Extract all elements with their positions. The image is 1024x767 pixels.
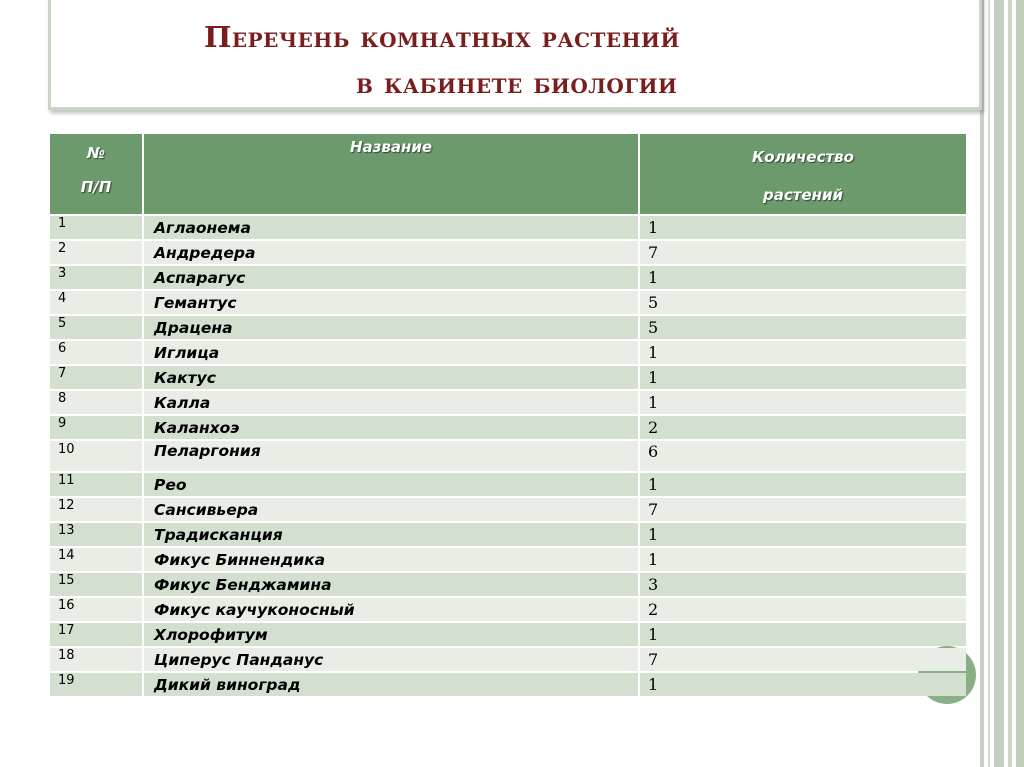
plant-quantity: 1 — [640, 673, 966, 696]
page-title-line2: в кабинете биологии — [356, 66, 678, 100]
plant-quantity: 5 — [640, 316, 966, 339]
plant-name: Фикус Бенджамина — [144, 573, 640, 596]
header-number-line1: № — [86, 144, 106, 162]
table-row — [50, 441, 966, 471]
table-row — [50, 673, 966, 696]
table-row — [50, 573, 966, 596]
decor-stripe — [1016, 0, 1024, 767]
table-row — [50, 548, 966, 571]
table-header-row — [50, 134, 966, 214]
plant-quantity: 2 — [640, 416, 966, 439]
table-row — [50, 216, 966, 239]
row-number: 8 — [50, 391, 144, 414]
table-row — [50, 623, 966, 646]
table-row — [50, 648, 966, 671]
table-row — [50, 266, 966, 289]
plants-table — [50, 132, 966, 698]
row-number: 12 — [50, 498, 144, 521]
row-number: 3 — [50, 266, 144, 289]
plant-name: Хлорофитум — [144, 623, 640, 646]
plant-quantity: 1 — [640, 266, 966, 289]
row-number: 10 — [50, 441, 144, 471]
plant-quantity: 3 — [640, 573, 966, 596]
plant-quantity: 6 — [640, 441, 966, 471]
plant-quantity: 1 — [640, 623, 966, 646]
plant-name: Калла — [144, 391, 640, 414]
plant-name: Андредера — [144, 241, 640, 264]
plant-name: Традисканция — [144, 523, 640, 546]
plant-quantity: 1 — [640, 523, 966, 546]
plant-quantity: 7 — [640, 498, 966, 521]
table-row — [50, 473, 966, 496]
plant-quantity: 1 — [640, 341, 966, 364]
plant-name: Гемантус — [144, 291, 640, 314]
plant-name: Аглаонема — [144, 216, 640, 239]
header-quantity-line1: Количество — [752, 148, 854, 166]
row-number: 14 — [50, 548, 144, 571]
plant-quantity: 5 — [640, 291, 966, 314]
row-number: 6 — [50, 341, 144, 364]
row-number: 16 — [50, 598, 144, 621]
header-number-line2: П/П — [80, 178, 112, 196]
decor-stripe — [994, 0, 1004, 767]
decor-stripe — [980, 0, 984, 767]
row-number: 4 — [50, 291, 144, 314]
table-row — [50, 316, 966, 339]
row-number: 5 — [50, 316, 144, 339]
plant-name: Каланхоэ — [144, 416, 640, 439]
plant-name: Фикус Биннендика — [144, 548, 640, 571]
plant-name: Сансивьера — [144, 498, 640, 521]
plant-quantity: 1 — [640, 391, 966, 414]
row-number: 13 — [50, 523, 144, 546]
row-number: 11 — [50, 473, 144, 496]
header-quantity-line2: растений — [762, 186, 843, 204]
header-number — [50, 134, 144, 214]
row-number: 18 — [50, 648, 144, 671]
row-number: 17 — [50, 623, 144, 646]
row-number: 1 — [50, 216, 144, 239]
plant-name: Фикус каучуконосный — [144, 598, 640, 621]
plant-quantity: 1 — [640, 548, 966, 571]
plant-quantity: 2 — [640, 598, 966, 621]
table-row — [50, 523, 966, 546]
plant-name: Аспарагус — [144, 266, 640, 289]
row-number: 19 — [50, 673, 144, 696]
row-number: 2 — [50, 241, 144, 264]
table-row — [50, 416, 966, 439]
plant-quantity: 1 — [640, 366, 966, 389]
table-body — [50, 216, 966, 696]
plant-name: Пеларгония — [144, 441, 640, 471]
row-number: 7 — [50, 366, 144, 389]
header-quantity — [640, 134, 966, 214]
page-title-line1: Перечень комнатных растений — [204, 20, 680, 54]
plant-name: Циперус Панданус — [144, 648, 640, 671]
plant-name: Кактус — [144, 366, 640, 389]
table-row — [50, 341, 966, 364]
header-name: Название — [144, 134, 640, 214]
table-row — [50, 498, 966, 521]
table-row — [50, 241, 966, 264]
table-row — [50, 291, 966, 314]
decor-stripe — [1008, 0, 1012, 767]
row-number: 9 — [50, 416, 144, 439]
table-row — [50, 391, 966, 414]
plant-quantity: 1 — [640, 473, 966, 496]
row-number: 15 — [50, 573, 144, 596]
table-row — [50, 598, 966, 621]
table-row — [50, 366, 966, 389]
plant-name: Иглица — [144, 341, 640, 364]
decor-stripe — [988, 0, 990, 767]
plant-quantity: 7 — [640, 648, 966, 671]
plant-quantity: 7 — [640, 241, 966, 264]
plant-name: Рео — [144, 473, 640, 496]
plant-name: Дикий виноград — [144, 673, 640, 696]
plant-name: Драцена — [144, 316, 640, 339]
plant-quantity: 1 — [640, 216, 966, 239]
